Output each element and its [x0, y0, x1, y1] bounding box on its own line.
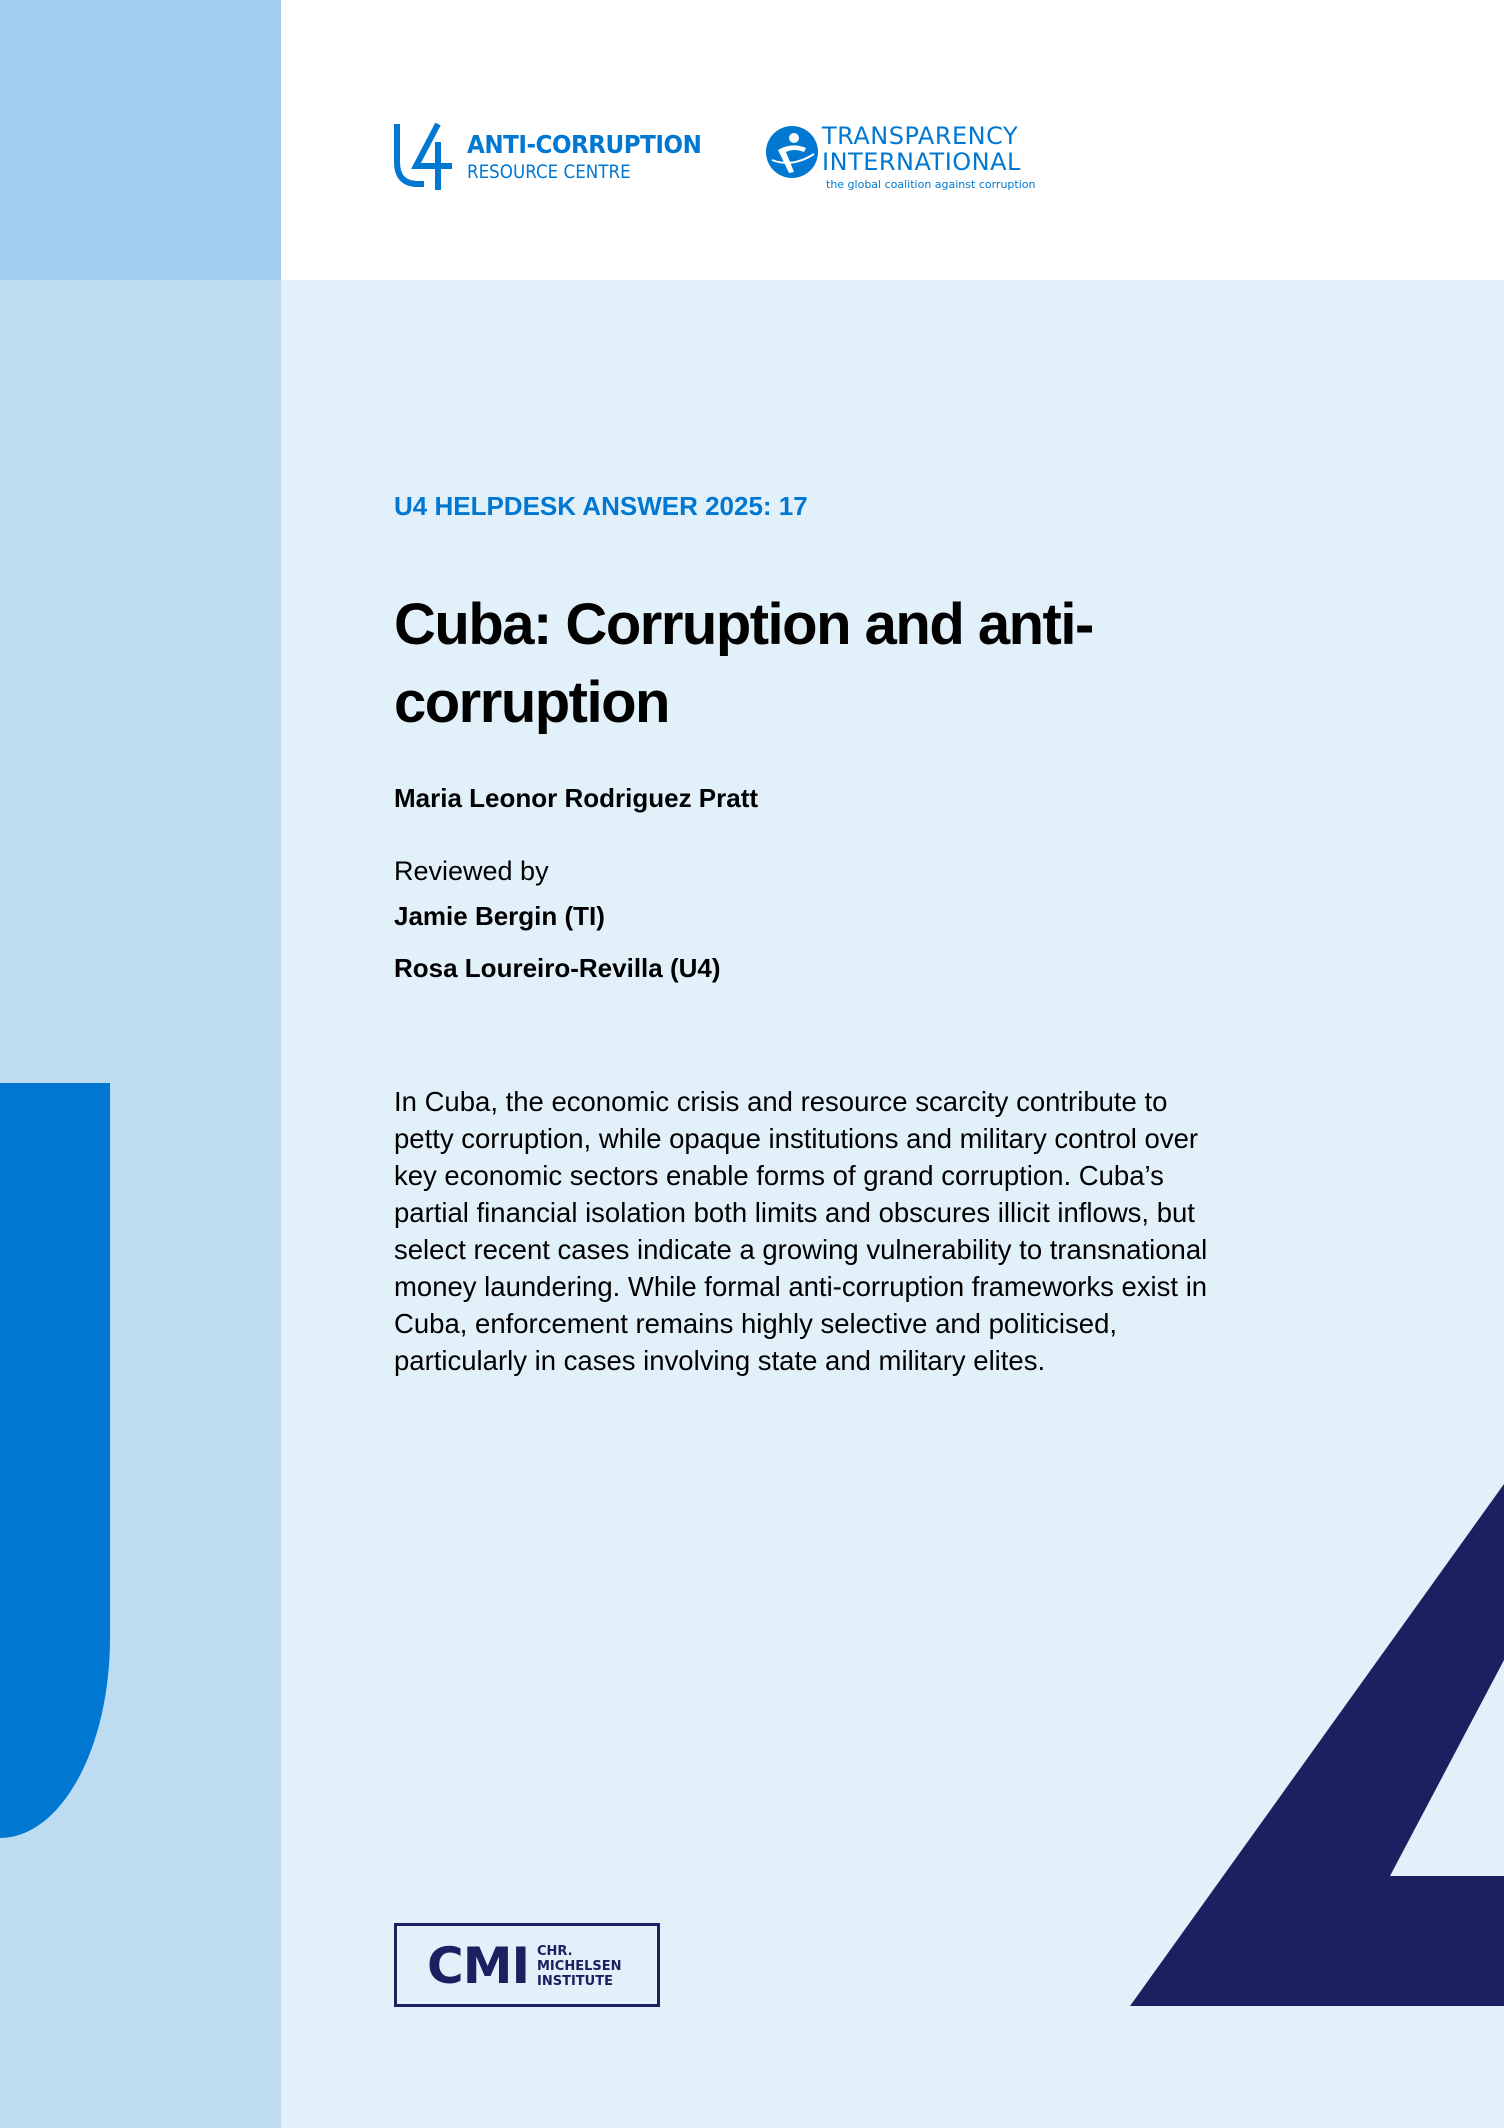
- ti-logo-line1: TRANSPARENCY: [822, 122, 1019, 150]
- u-shape-graphic: [0, 1083, 110, 1838]
- cmi-full-name: [537, 1944, 621, 1989]
- ti-logo-line2: INTERNATIONAL: [822, 148, 1021, 176]
- u4-logo-line2: RESOURCE CENTRE: [467, 161, 631, 183]
- abstract-text: In Cuba, the economic crisis and resource scarcity contribute to petty corruption, while opaque institutions and military control over key economic sectors enable forms of grand corruption. Cuba’s partial financial isolation both limits and obscures illicit inflows, but select recent cases indicate a growing vulnerability to transnational money laundering. While formal anti-corruption frameworks exist in Cuba, enforcement remains highly selective and politicised, particularly in cases involving state and military elites.: [394, 1086, 1208, 1376]
- cmi-name-line: CHR.: [537, 1944, 573, 1959]
- reviewer-name: Rosa Loureiro-Revilla (U4): [394, 953, 721, 983]
- author-name: Maria Leonor Rodriguez Pratt: [394, 783, 759, 813]
- u4-logo: [394, 122, 724, 194]
- document-title: Cuba: Corruption and anti-corruption: [394, 592, 1093, 735]
- cmi-name-line: MICHELSEN: [537, 1959, 622, 1974]
- reviewer-name: Jamie Bergin (TI): [394, 901, 605, 931]
- cmi-logo: [394, 1923, 660, 2007]
- u4-logo-line1: ANTI-CORRUPTION: [467, 130, 702, 159]
- reviewed-by-label: Reviewed by: [394, 856, 549, 886]
- ti-globe-icon: [764, 124, 820, 180]
- u4-mark-icon: [394, 122, 460, 192]
- series-label: U4 HELPDESK ANSWER 2025: 17: [394, 491, 808, 521]
- cmi-name-line: INSTITUTE: [537, 1974, 613, 1989]
- four-shape-graphic: [1130, 1484, 1504, 2006]
- ti-logo-tagline: the global coalition against corruption: [826, 178, 1036, 191]
- left-strip-top-block: [0, 0, 281, 280]
- cmi-abbr: CMI: [427, 1937, 530, 1995]
- ti-logo: [764, 122, 1064, 194]
